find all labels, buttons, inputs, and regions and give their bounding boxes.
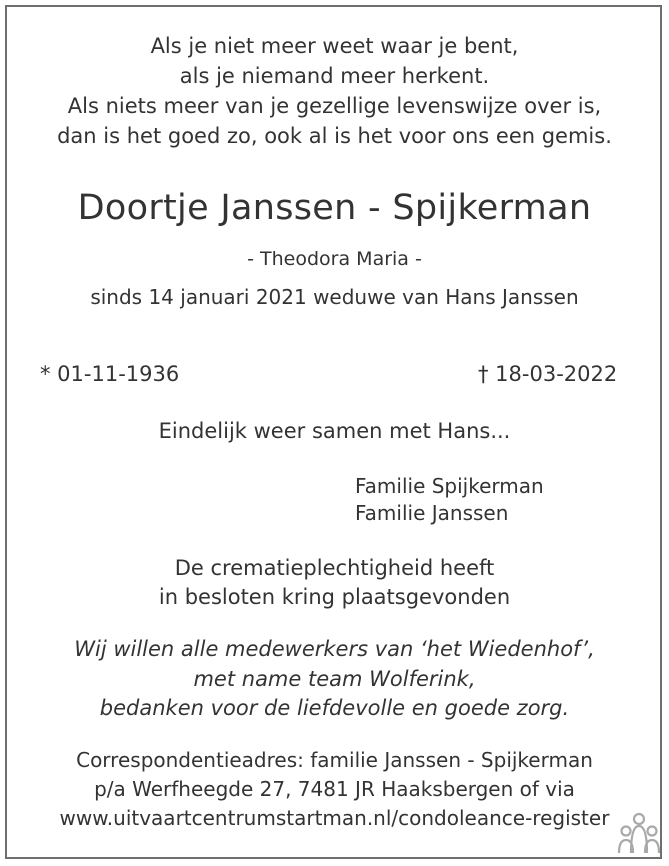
family-line-2: Familie Janssen xyxy=(355,501,509,525)
birth-date: * 01-11-1936 xyxy=(40,362,180,386)
thanks-line-3: bedanken voor de liefdevolle en goede zorg. xyxy=(99,696,570,720)
ceremony-line-1: De crematieplechtigheid heeft xyxy=(174,556,495,580)
poem-line-3: Als niets meer van je gezellige levenswijze over is, xyxy=(67,94,602,118)
given-names: - Theodora Maria - xyxy=(247,248,422,270)
correspondence-line-1: Correspondentieadres: familie Janssen - Spijkerman xyxy=(76,748,593,772)
thanks-line-1: Wij willen alle medewerkers van ‘het Wiedenhof’, xyxy=(74,637,595,661)
poem-line-2: als je niemand meer herkent. xyxy=(179,64,490,88)
poem-line-1: Als je niet meer weet waar je bent, xyxy=(150,34,519,58)
widow-note: sinds 14 januari 2021 weduwe van Hans Janssen xyxy=(90,285,579,309)
ceremony-line-2: in besloten kring plaatsgevonden xyxy=(158,585,511,609)
condolence-register-url: www.uitvaartcentrumstartman.nl/condoleance-register xyxy=(59,806,610,830)
death-date: † 18-03-2022 xyxy=(478,362,618,386)
reunion-text: Eindelijk weer samen met Hans... xyxy=(158,419,511,443)
thanks-line-2: met name team Wolferink, xyxy=(193,667,476,691)
correspondence-line-2: p/a Werfheegde 27, 7481 JR Haaksbergen of via xyxy=(94,777,575,801)
poem-line-4: dan is het goed zo, ook al is het voor ons een gemis. xyxy=(57,124,612,148)
deceased-name: Doortje Janssen - Spijkerman xyxy=(77,188,592,228)
family-line-1: Familie Spijkerman xyxy=(355,474,544,498)
family-group-icon xyxy=(615,812,663,856)
